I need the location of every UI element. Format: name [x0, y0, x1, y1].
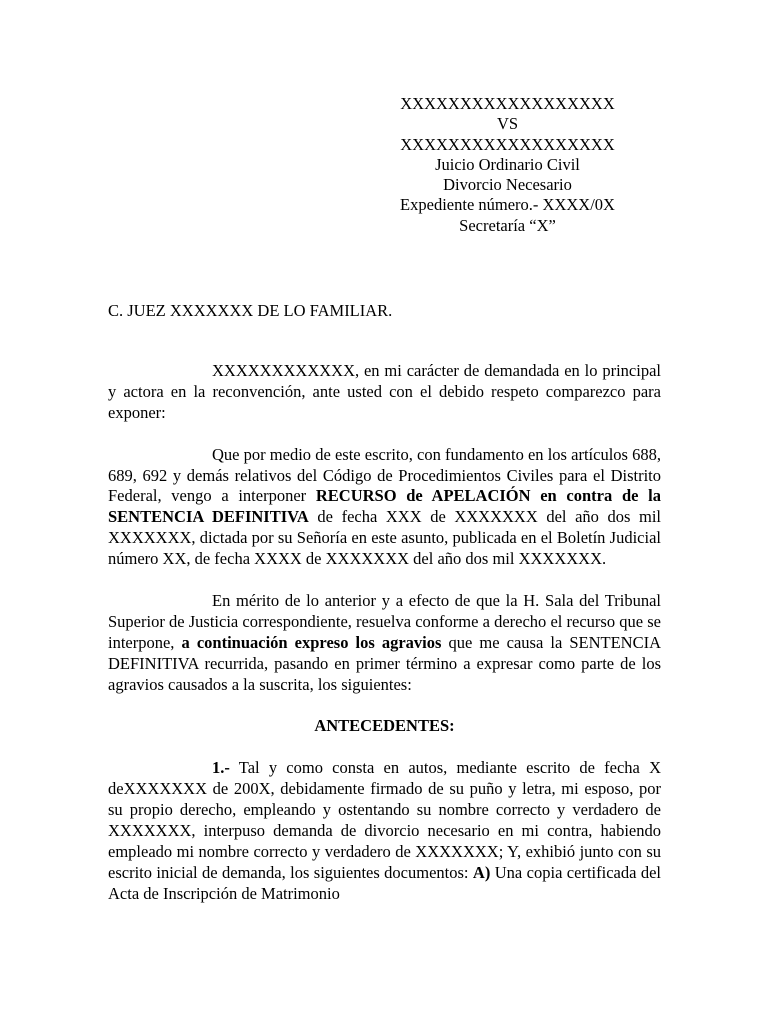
antecedent-number: 1.- [212, 758, 230, 778]
paragraph-grievances-text-b: que me causa la SENTENCIA DEFINITIVA recurrida, pasando en primer término a expresar como parte de los agravios causados a la suscrita, los siguientes: [108, 632, 661, 694]
secretary: Secretaría “X” [459, 215, 556, 235]
party-1: XXXXXXXXXXXXXXXXXX [400, 94, 615, 113]
case-type: Juicio Ordinario Civil [435, 154, 580, 174]
paragraph-appeal [108, 445, 661, 570]
addressee: C. JUEZ XXXXXXX DE LO FAMILIAR. [108, 301, 393, 320]
paragraph-appeal-text-a: Que por medio de este escrito, con fundamento en los artículos 688, 689, 692 y demás relativos del Código de Procedimientos Civiles para el Distrito Federal, vengo a interponer [108, 444, 661, 506]
antecedent-bold: A) [472, 862, 491, 882]
paragraph-appeal-text-b: de fecha XXX de XXXXXXX del año dos mil XXXXXXX, dictada por su Señoría en este asunto, publicada en el Boletín Judicial número XX, de fecha XXXX de XXXXXXX del año dos mil XXXXXXX. [108, 507, 661, 569]
paragraph-grievances [108, 591, 661, 696]
document-body [108, 361, 661, 925]
party-2: XXXXXXXXXXXXXXXXXX [400, 134, 615, 154]
paragraph-grievances-bold: a continuación expreso los agravios [181, 632, 442, 652]
versus: VS [496, 114, 519, 134]
paragraph-appeal-bold: RECURSO de APELACIÓN en contra de la SENTENCIA DEFINITIVA [108, 486, 661, 527]
antecedent-text-b: Una copia certificada del Acta de Inscripción de Matrimonio [108, 862, 661, 903]
file-number: Expediente número.- XXXX/0X [400, 195, 615, 215]
paragraph-appearance: XXXXXXXXXXXX, en mi carácter de demandada en lo principal y actora en la reconvención, ante usted con el debido respeto comparezco para exponer: [108, 361, 661, 422]
case-subject: Divorcio Necesario [443, 175, 572, 195]
case-header [380, 94, 635, 236]
paragraph-antecedent-1 [108, 758, 661, 904]
section-heading: ANTECEDENTES: [314, 716, 455, 736]
paragraph-grievances-text-a: En mérito de lo anterior y a efecto de que la H. Sala del Tribunal Superior de Justicia correspondiente, resuelva conforme a derecho el recurso que se interpone, [108, 590, 661, 652]
antecedent-text-a: Tal y como consta en autos, mediante escrito de fecha X deXXXXXXX de 200X, debidamente firmado de su puño y letra, mi esposo, por su propio derecho, empleando y ostentando su nombre correcto y verdadero de XXXXXXX, interpuso demanda de divorcio necesario en mi contra, habiendo empleado mi nombre correcto y verdadero de XXXXXXX; Y, exhibió junto con su escrito inicial de demanda, los siguientes documentos: [108, 758, 661, 882]
